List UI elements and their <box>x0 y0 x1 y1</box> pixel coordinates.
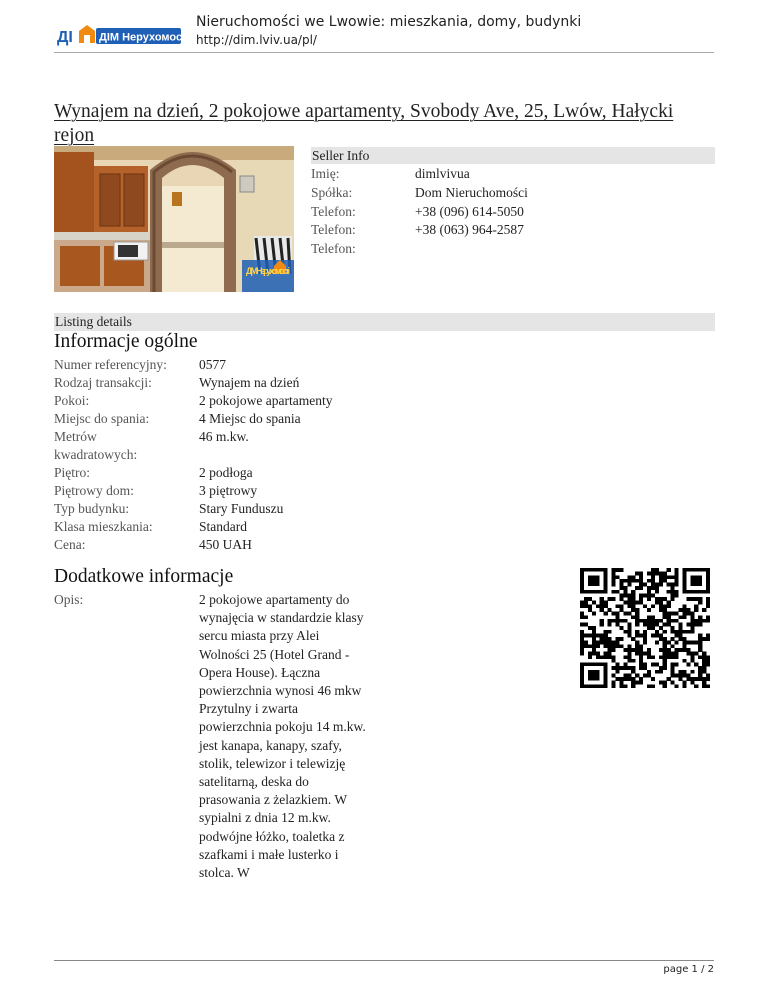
photo-watermark: ДІМ Нерухомості <box>246 266 290 276</box>
detail-label-transaction: Rodzaj transakcji: <box>54 375 152 390</box>
qr-code[interactable] <box>576 566 714 690</box>
seller-phone-label: Telefon: <box>311 241 356 256</box>
seller-name-value: dimlvivua <box>415 166 470 181</box>
listing-details-header: Listing details <box>54 313 715 331</box>
detail-value-sleeping-places: 4 Miejsc do spania <box>199 411 301 426</box>
site-logo[interactable] <box>57 25 191 47</box>
detail-value-apartment-class: Standard <box>199 519 247 534</box>
additional-info-heading: Dodatkowe informacje <box>54 566 234 587</box>
detail-value-floor: 2 podłoga <box>199 465 253 480</box>
detail-value-rooms: 2 pokojowe apartamenty <box>199 393 333 408</box>
listing-photo <box>54 146 294 292</box>
description-label: Opis: <box>54 592 84 607</box>
logo-text: ДІМ Нерухомості <box>99 31 191 44</box>
site-url[interactable]: http://dim.lviv.ua/pl/ <box>196 33 317 47</box>
detail-label-floor: Piętro: <box>54 465 90 480</box>
seller-phone-value[interactable]: +38 (096) 614-5050 <box>415 204 524 219</box>
detail-value-building-type: Stary Funduszu <box>199 501 284 516</box>
detail-label-area: Metrów kwadratowych: <box>54 429 138 463</box>
header-divider <box>54 52 714 53</box>
detail-label-building-floors: Piętrowy dom: <box>54 483 134 498</box>
detail-label-price: Cena: <box>54 537 86 552</box>
detail-label-sleeping-places: Miejsc do spania: <box>54 411 150 426</box>
detail-label-building-type: Typ budynku: <box>54 501 130 516</box>
seller-name-label: Imię: <box>311 166 340 181</box>
detail-value-price: 450 UAH <box>199 537 252 552</box>
detail-value-area: 46 m.kw. <box>199 429 249 444</box>
general-info-heading: Informacje ogólne <box>54 331 198 352</box>
seller-company-label: Spółka: <box>311 185 353 200</box>
detail-value-building-floors: 3 piętrowy <box>199 483 258 498</box>
site-title: Nieruchomości we Lwowie: mieszkania, domy, budynki <box>196 14 582 30</box>
seller-phone-value[interactable]: +38 (063) 964-2587 <box>415 222 524 237</box>
page-number: page 1 / 2 <box>663 964 714 975</box>
detail-label-reference: Numer referencyjny: <box>54 357 167 372</box>
seller-info-header: Seller Info <box>311 147 715 164</box>
svg-text:ДІ: ДІ <box>57 29 73 46</box>
detail-value-reference: 0577 <box>199 357 226 372</box>
detail-label-rooms: Pokoi: <box>54 393 90 408</box>
detail-label-apartment-class: Klasa mieszkania: <box>54 519 153 534</box>
seller-phone-label: Telefon: <box>311 204 356 219</box>
seller-phone-label: Telefon: <box>311 222 356 237</box>
listing-title[interactable]: Wynajem na dzień, 2 pokojowe apartamenty, Svobody Ave, 25, Lwów, Hałycki rejon <box>54 101 674 146</box>
description-text: 2 pokojowe apartamenty do wynajęcia w standardzie klasy sercu miasta przy Alei Wolności 25 (Hotel Grand - Opera House). Łączna powierzchnia wynosi 46 mkw Przytulny i zwarta powierzchnia pokoju 14 m.kw. jest kanapa, kanapy, szafy, stolik, telewizor i telewizję satelitarną, deska do prasowania z żelazkiem. W sypialni z dnia 12 m.kw. podwójne łóżko, toaletka z szafkami i małe lusterko i stolca. W <box>199 592 366 881</box>
seller-company-value: Dom Nieruchomości <box>415 185 528 200</box>
footer-divider <box>54 960 714 961</box>
detail-value-transaction: Wynajem na dzień <box>199 375 300 390</box>
